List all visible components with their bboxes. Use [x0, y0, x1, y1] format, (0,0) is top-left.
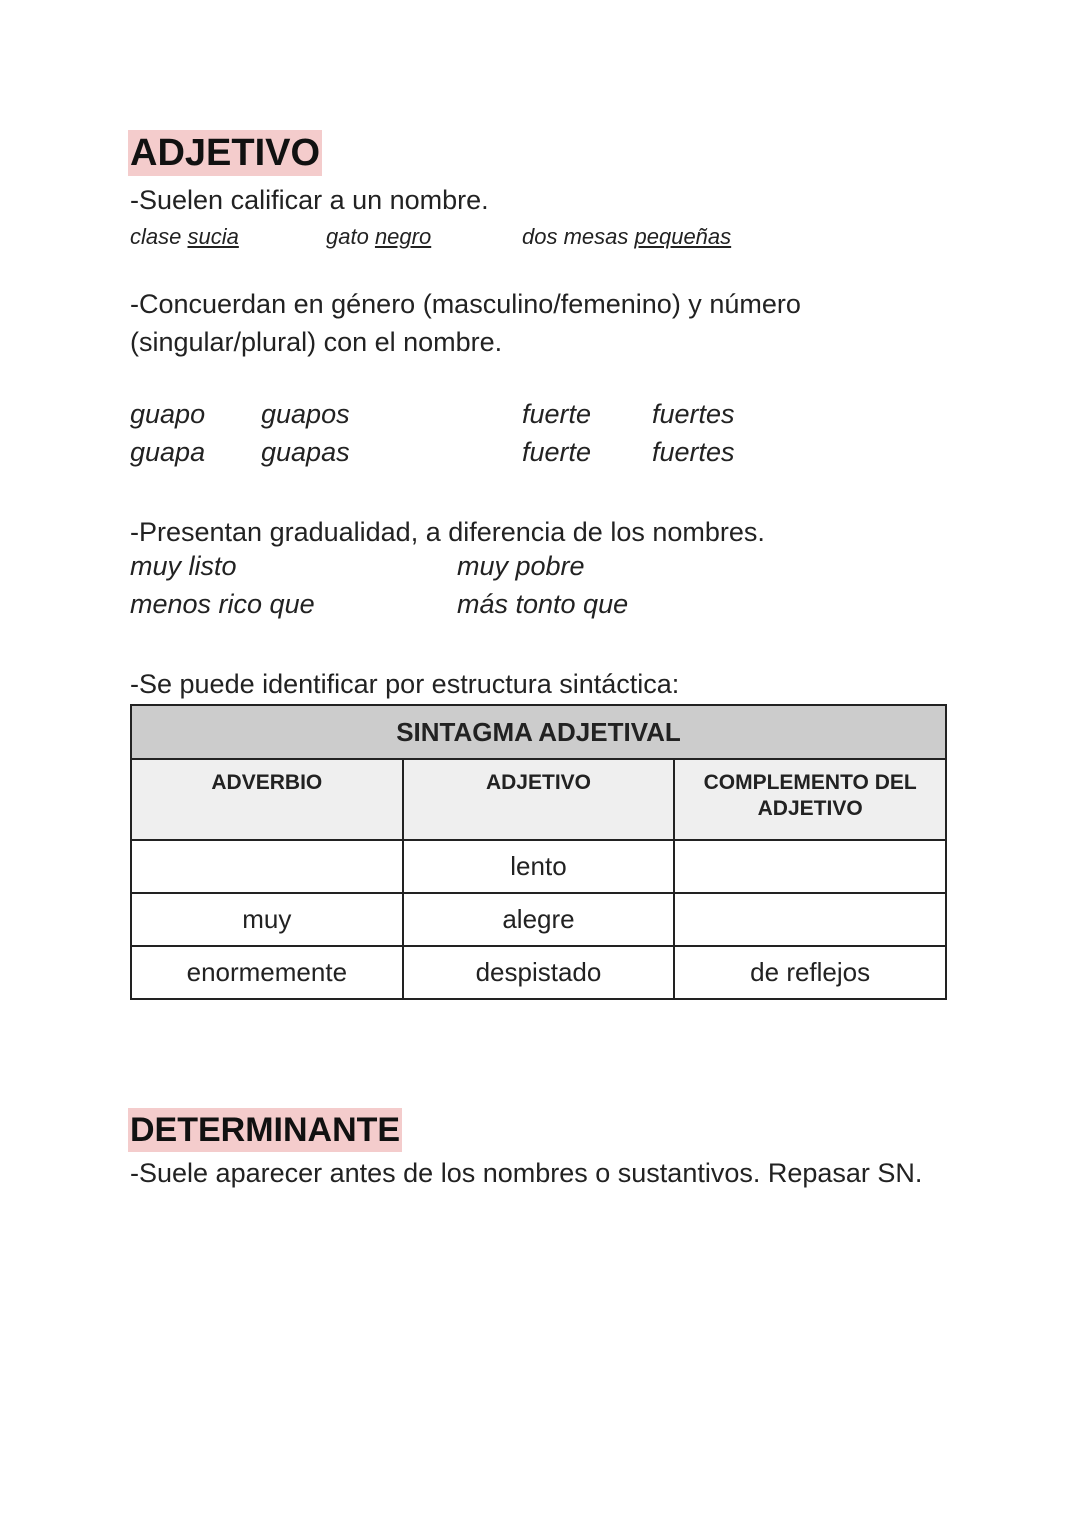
table-row: [131, 840, 946, 893]
cell: de reflejos: [674, 946, 946, 999]
header-adjetivo: ADJETIVO: [403, 759, 675, 840]
example-dos-mesas-pequenas: [522, 224, 731, 250]
table-row: [131, 946, 946, 999]
form-fuerte-plural-2: fuertes: [652, 437, 735, 467]
example-clase-sucia: [130, 224, 239, 250]
header-adverbio: ADVERBIO: [131, 759, 403, 840]
grad-muy-pobre: muy pobre: [457, 551, 585, 581]
cell: [674, 893, 946, 946]
example-underlined: sucia: [187, 224, 239, 249]
example-text: clase: [130, 224, 188, 249]
table-row: [131, 893, 946, 946]
grad-menos-rico: menos rico que: [130, 589, 315, 619]
determinante-definition: -Suele aparecer antes de los nombres o sustantivos. Repasar SN.: [130, 1158, 923, 1188]
cell: muy: [131, 893, 403, 946]
form-fuerte-sing-2: fuerte: [522, 437, 592, 467]
adjetivo-definition: -Suelen calificar a un nombre.: [130, 185, 489, 215]
estructura-text: -Se puede identificar por estructura sintáctica:: [130, 669, 680, 699]
example-text: dos mesas: [522, 224, 635, 249]
cell: [131, 840, 403, 893]
adjetivo-heading: ADJETIVO: [130, 132, 321, 174]
cell: alegre: [403, 893, 675, 946]
determinante-heading: DETERMINANTE: [128, 1108, 402, 1152]
cell: enormemente: [131, 946, 403, 999]
example-underlined: negro: [374, 224, 432, 249]
grad-mas-tonto: más tonto que: [457, 589, 629, 619]
form-fuerte-sing: fuerte: [522, 399, 592, 429]
cell: lento: [403, 840, 675, 893]
form-masc-plural: guapos: [261, 399, 350, 429]
header-complemento: COMPLEMENTO DEL ADJETIVO: [674, 759, 946, 840]
cell: despistado: [403, 946, 675, 999]
gradualidad-text: -Presentan gradualidad, a diferencia de los nombres.: [130, 517, 765, 547]
concordancia-line2: (singular/plural) con el nombre.: [130, 327, 503, 357]
form-fem-plural: guapas: [261, 437, 350, 467]
form-fem-sing: guapa: [130, 437, 206, 467]
example-underlined: pequeñas: [634, 224, 732, 249]
form-masc-sing: guapo: [130, 399, 206, 429]
form-fuerte-plural: fuertes: [652, 399, 735, 429]
grad-muy-listo: muy listo: [130, 551, 237, 581]
example-text: gato: [326, 224, 375, 249]
concordancia-line1: -Concuerdan en género (masculino/femenino) y número: [130, 289, 801, 319]
example-gato-negro: [326, 224, 431, 250]
table-title: SINTAGMA ADJETIVAL: [131, 705, 946, 759]
sintagma-adjetival-table: [130, 704, 947, 1000]
cell: [674, 840, 946, 893]
